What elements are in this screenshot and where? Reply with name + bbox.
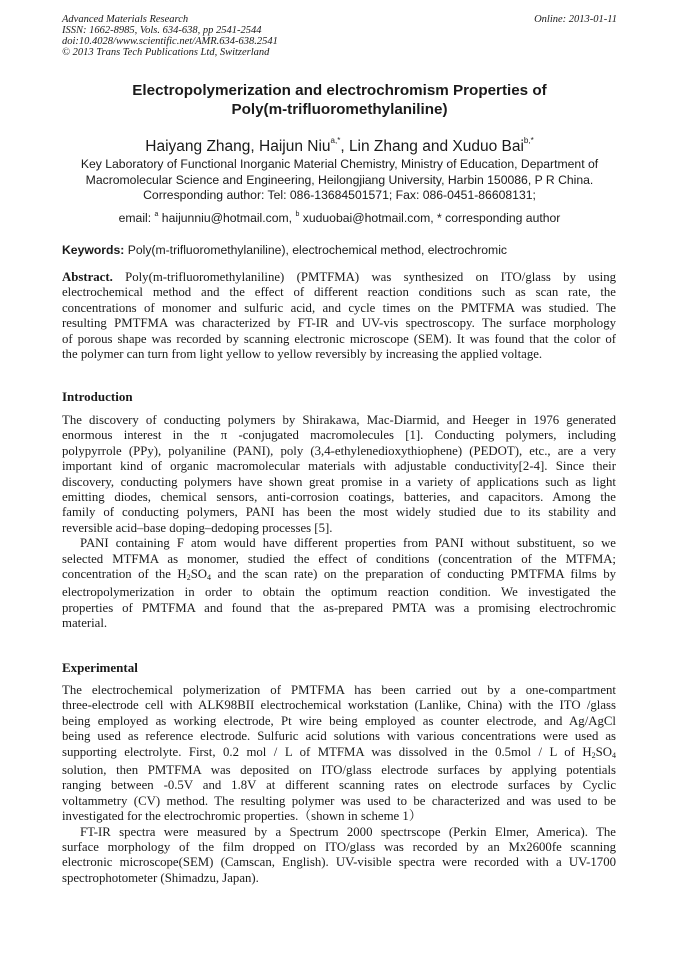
exp-line: surface morphology of the film dropped on ITO/glass was recorded by an Mx2600fe scanning: [62, 840, 616, 855]
intro-line: [62, 567, 616, 585]
experimental-heading: Experimental: [62, 660, 138, 675]
online-date: Online: 2013-01-11: [534, 14, 617, 25]
exp-line: FT-IR spectra were measured by a Spectrum 2000 spectrscope (Perkin Elmer, America). The: [80, 824, 616, 839]
abstract-line: electrochemical method and the effect of different reaction conditions such as scan rate, the: [62, 285, 616, 300]
affiliation-line-1: Key Laboratory of Functional Inorganic Material Chemistry, Ministry of Education, Department of: [80, 157, 599, 171]
affiliation-line-3: Corresponding author: Tel: 086-13684501571; Fax: 086-0451-86608131;: [143, 188, 536, 202]
author-2: , Lin Zhang: [340, 138, 418, 155]
issn-line: ISSN: 1662-8985, Vols. 634-638, pp 2541-2544: [62, 25, 262, 36]
email-sup-a: a: [154, 211, 159, 218]
abstract-line: of porous shape was recorded by scanning electronic microscope (SEM). It was found that the color of: [62, 331, 616, 346]
title-line-1: Electropolymerization and electrochromism Properties of: [132, 82, 547, 99]
keywords-label: Keywords:: [62, 243, 125, 257]
intro-line: polypyrrole (PPy), polyaniline (PANI), poly (3,4-ethylenedioxythiophene) (PEDOT), etc., are a very: [62, 443, 616, 458]
abstract: [62, 270, 616, 362]
exp-line: being employed as working electrode, Pt wire being employed as counter electrode, and Ag/AgCl: [62, 713, 616, 728]
exp-line: ranging between -0.5V and 1.8V at different scanning rates on electrode surfaces by Cyclic: [62, 778, 616, 793]
email-line: [62, 207, 617, 226]
intro-line: reversible acid–base doping–dedoping processes [5].: [62, 520, 333, 535]
intro-line: electropolymerization in order to obtain the optimum reaction condition. We investigated the: [62, 585, 616, 600]
intro-line: enormous interest in the π -conjugated macromolecules [1]. Conducting polymers, including: [62, 428, 616, 443]
doi-line: doi:10.4028/www.scientific.net/AMR.634-638.2541: [62, 36, 278, 47]
email-a: haijunniu@hotmail.com,: [158, 211, 296, 225]
intro-line: selected MTFMA as monomer, studied the effect of conditions (concentration of the MTFMA;: [62, 551, 616, 566]
exp-line: voltammetry (CV) method. The resulting polymer was used to be characterized and was used to be: [62, 793, 616, 808]
intro-line: important kind of organic macromolecular materials with adjustable conductivity[2-4]. Since their: [62, 459, 616, 474]
journal-name: Advanced Materials Research: [62, 14, 189, 25]
introduction-heading: Introduction: [62, 389, 133, 404]
copyright-line: © 2013 Trans Tech Publications Ltd, Switzerland: [62, 47, 270, 58]
journal-header: [62, 14, 617, 58]
exp-line: The electrochemical polymerization of PMTFMA has been carried out by a one-compartment: [62, 683, 616, 697]
author-1-affil: a,*: [330, 136, 341, 145]
abstract-line: concentrations of monomer and sulfuric acid, and cycle times on the PMTFMA was studied. The: [62, 300, 616, 315]
subscript: 4: [207, 573, 212, 583]
introduction-body: [62, 413, 616, 632]
author-3: and Xuduo Bai: [417, 138, 524, 155]
exp-text: SO: [595, 744, 612, 759]
intro-text: and the scan rate) on the preparation of conducting PMTFMA films by: [211, 567, 617, 582]
email-label: email:: [118, 211, 155, 225]
author-1: Haiyang Zhang, Haijun Niu: [145, 138, 331, 155]
title-line-2: Poly(m-trifluoromethylaniline): [231, 101, 448, 118]
abstract-line: [62, 270, 616, 285]
intro-text: concentration of the H: [62, 567, 187, 582]
subscript: 4: [612, 750, 616, 760]
affiliation: [62, 157, 617, 204]
exp-line: [62, 745, 616, 763]
exp-line: spectrophotometer (Shimadzu, Japan).: [62, 870, 259, 885]
intro-line: discovery, conducting polymers have shown great promise in a variety of applications such as light: [62, 474, 616, 489]
abstract-label: Abstract.: [62, 270, 113, 284]
experimental-body: [62, 683, 616, 886]
email-b: xuduobai@hotmail.com, * corresponding author: [299, 211, 561, 225]
exp-line: being used as reference electrode. Sulfuric acid solutions with various concentrations were used as: [62, 729, 616, 744]
exp-line: three-electrode cell with ALK98BII electrochemical workstation (Lanlike, China) with the ITO /glass: [62, 698, 616, 713]
abstract-line: resulting PMTFMA was characterized by FT-IR and UV-vis spectroscopy. The surface morphology: [62, 316, 616, 331]
keywords: [62, 243, 617, 258]
abstract-line: the polymer can turn from light yellow to yellow reversibly by increasing the applied voltage.: [62, 347, 543, 362]
exp-line: solution, then PMTFMA was deposited on ITO/glass electrode surfaces by applying potentials: [62, 763, 616, 778]
intro-line: emitting diodes, chemical sensors, anti-corrosion coatings, batteries, and capacitors. Among the: [62, 490, 616, 505]
paper-title: [62, 81, 617, 119]
intro-line: family of conducting polymers, PANI has been the most widely studied due to its stability and: [62, 505, 616, 520]
intro-text: SO: [190, 567, 208, 582]
exp-line: electronic microscope(SEM) (Camscan, English). UV-visible spectra were recorded with a UV-1700: [62, 855, 616, 870]
intro-line: PANI containing F atom would have different properties from PANI without substituent, so we: [80, 536, 616, 551]
subscript: 2: [591, 750, 596, 760]
abstract-text: Poly(m-trifluoromethylaniline) (PMTFMA) was synthesized on ITO/glass by using: [112, 270, 616, 284]
intro-line: properties of PMTFMA and found that the as-prepared PMTA was a promising electrochromic: [62, 600, 616, 615]
email-sup-b: b: [295, 211, 300, 218]
author-list: [62, 131, 617, 156]
subscript: 2: [186, 573, 191, 583]
keywords-text: Poly(m-trifluoromethylaniline), electrochemical method, electrochromic: [124, 243, 507, 257]
affiliation-line-2: Macromolecular Science and Engineering, Heilongjiang University, Harbin 150086, P R China.: [85, 172, 594, 187]
intro-line: The discovery of conducting polymers by Shirakawa, Mac-Diarmid, and Heeger in 1976 generated: [62, 413, 616, 427]
exp-text: supporting electrolyte. First, 0.2 mol / L of MTFMA was dissolved in the 0.5mol / L of H: [62, 744, 592, 759]
intro-line: material.: [62, 616, 108, 631]
author-3-affil: b,*: [523, 136, 534, 145]
exp-line: investigated for the electrochromic properties.（shown in scheme 1）: [62, 809, 422, 824]
